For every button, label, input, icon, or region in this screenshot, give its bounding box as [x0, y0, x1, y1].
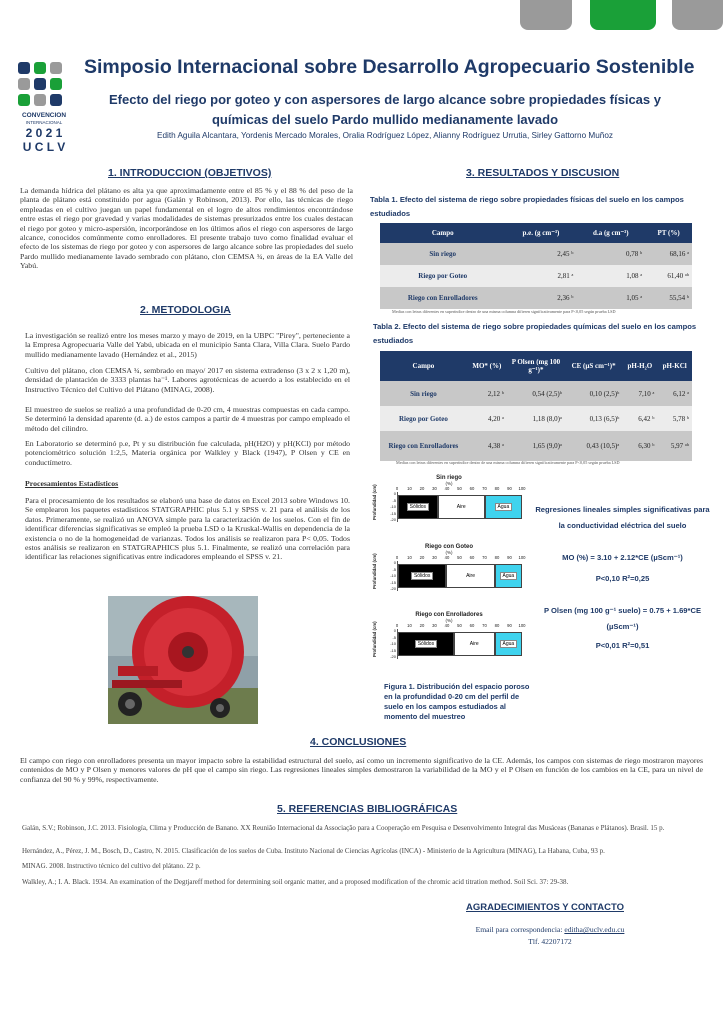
bar-solidos: [398, 495, 438, 519]
figure-panel: [370, 544, 528, 591]
method-heading: 2. METODOLOGIA: [140, 304, 231, 316]
x-tick-label: 30: [432, 623, 437, 628]
table1-header: p.e. (g cm⁻³): [505, 223, 576, 243]
x-tick-label: 80: [494, 623, 500, 628]
bar-label: Sólidos: [415, 640, 437, 648]
figure-caption: Figura 1. Distribución del espacio poroso en la profundidad 0-20 cm del perfil de suelo en los campos estudiados al momento del muestreo: [384, 682, 530, 721]
x-tick-label: 90: [507, 623, 512, 628]
y-tick-label: 0: [393, 560, 396, 565]
x-tick-label: 70: [482, 555, 487, 560]
table2: [380, 351, 692, 461]
pct-label: (%): [445, 618, 453, 623]
contact-phone: Tlf. 42207172: [528, 937, 572, 946]
reference-item: Hernández, A., Pérez, J. M., Bosch, D., Castro, N. 2015. Clasificación de los suelos de Cuba. Instituto Nacional de Ciencias Agrícolas (INCA) - Ministerio de la Agricultura (MINAG), La Habana, Cuba, 93 p.: [22, 847, 605, 855]
table-row: Riego con Enrolladores 2,36 ᵇ 1,05 ᵃ 55,54 ᵇ: [380, 287, 692, 309]
method-paragraph: La investigación se realizó entre los meses marzo y mayo de 2019, en la UBPC "Pirey", perteneciente a la Empresa Agropecuaria Valle del Yabú, ubicada en el municipio Santa Clara, Villa Clara. Suelo Pardo mullido medianamente lavado (Hernández et al., 2015): [25, 331, 350, 359]
bar-agua: [485, 495, 522, 519]
poster-authors: Edith Aguila Alcantara, Yordenis Mercado Morales, Oralia Rodríguez López, Alianny Rodríguez Urrutia, Sirley Gattorno Muñoz: [156, 131, 613, 140]
table2-caption: Tabla 2. Efecto del sistema de riego sobre propiedades químicas del suelo en los campos estudiados: [373, 322, 697, 345]
conclusions-text: El campo con riego con enrolladores presenta un mayor impacto sobre la estabilidad estructural del suelo, así como un incremento significativo de la CE. Además, los campos con sistemas de riego mostraron mayores contenidos de MO y P Olsen y menores valores de pH que el campo sin riego. Las regresiones lineales simples demostraron la variabilidad de la MO y el P Olsen en función de los cambios en la CE, para un nivel de confianza del 90 % y 99%, respectivamente.: [20, 756, 703, 784]
figure-panel: [370, 475, 528, 522]
y-axis-label: Profundidad (cm): [372, 484, 377, 520]
table-row: Sin riego 2,45 ᵇ 0,78 ᵇ 68,16 ᵃ: [380, 243, 692, 265]
x-tick-label: 10: [407, 555, 412, 560]
regression-title: Regresiones lineales simples significativas para la conductividad eléctrica del suelo: [535, 505, 710, 530]
email-link[interactable]: editha@uclv.edu.cu: [564, 925, 625, 934]
intro-heading: 1. INTRODUCCION (OBJETIVOS): [108, 167, 272, 179]
method-paragraph: Cultivo del plátano, clon CEMSA ¾, sembrado en mayo/ 2017 en sistema extradenso (3 x 2 x 1,20 m), densidad de plantación de 3333 plantas ha⁻¹. Labores agrotécnicas de acuerdo a los establecido en el Instructivo Técnico del Cultivo del Plátano (MINAG, 2008).: [25, 366, 350, 394]
conference-logo: CONVENCION INTERNACIONAL 2 0 2 1 U C L V: [18, 62, 70, 162]
poster-title: Simposio Internacional sobre Desarrollo Agropecuario Sostenible: [84, 56, 695, 78]
bar-agua: [495, 564, 522, 588]
method-paragraph: En Laboratorio se determinó p.e, Pt y su distribución fue calculada, pH(H2O) y pH(KCl) por método potenciométrico solución 1:2,5, Materia orgánica por Walkley y Black (1947), P Olsen y CE en conductímetro.: [25, 439, 350, 467]
y-tick-label: 0: [393, 491, 396, 496]
y-tick-label: -5: [392, 566, 396, 572]
x-tick-label: 10: [407, 486, 412, 491]
x-tick-label: 40: [444, 623, 450, 628]
pct-label: (%): [445, 550, 453, 555]
x-tick-label: 0: [395, 486, 399, 491]
table1-header: PT (%): [645, 223, 692, 243]
x-tick-label: 40: [444, 555, 450, 560]
reference-item: Galán, S.V.; Robinson, J.C. 2013. Fisiología, Clima y Producción de Banano. XX Reunião Internacional da Associação para a Cooperação em Pesquisa e Desenvolvimento Integral das Musáceas (Bananas e Plátanos). Brasil. 15 p.: [22, 824, 665, 832]
table2-header: Campo: [380, 351, 467, 381]
table1-header: Campo: [380, 223, 505, 243]
contact-email-line: Email para correspondencia: editha@uclv.edu.cu: [475, 925, 625, 934]
reference-item: Walkley, A.; I. A. Black. 1934. An examination of the Degtjareff method for determining soil organic matter, and a proposed modification of the chromic acid titration method. Soil Sci. 37: 29-38.: [22, 878, 569, 886]
table2-header: pH-KCl: [657, 351, 692, 381]
bar-aire: [438, 495, 485, 519]
regression-eq1-stats: P<0,10 R²=0,25: [595, 574, 650, 583]
bar-label: Agua: [495, 503, 513, 511]
table2-note: Medias con letras diferentes en superíndice dentro de una misma columna difieren significativamente para P<0,05 según prueba LSD: [396, 460, 620, 465]
x-tick-label: 30: [432, 486, 437, 491]
x-tick-label: 60: [469, 623, 475, 628]
x-tick-label: 60: [469, 486, 475, 491]
x-tick-label: 20: [419, 555, 425, 560]
x-tick-label: 50: [457, 486, 462, 491]
table2-header: pH-H₂O: [622, 351, 657, 381]
conclusions-heading: 4. CONCLUSIONES: [310, 736, 407, 748]
x-tick-label: 50: [457, 623, 462, 628]
y-tick-label: -15: [390, 510, 396, 516]
y-tick-label: -5: [392, 634, 396, 640]
x-tick-label: 90: [507, 486, 512, 491]
y-tick-label: -10: [390, 641, 396, 646]
panel-title: Riego con Goteo: [425, 544, 473, 550]
bar-label: Aire: [456, 504, 466, 510]
bar-label: Aire: [469, 641, 479, 647]
bar-solidos: [398, 632, 454, 656]
regression-eq1: MO (%) = 3.10 + 2.12*CE (µScm⁻¹): [562, 553, 683, 562]
pct-label: (%): [445, 481, 453, 486]
y-tick-label: -20: [390, 517, 396, 522]
x-tick-label: 0: [395, 623, 399, 628]
y-tick-label: -20: [390, 654, 396, 659]
reference-item: MINAG. 2008. Instructivo técnico del cultivo del plátano. 22 p.: [22, 862, 201, 870]
references-heading: 5. REFERENCIAS BIBLIOGRÁFICAS: [277, 803, 458, 815]
bar-agua: [495, 632, 522, 656]
y-axis-label: Profundidad (cm): [372, 553, 377, 589]
table1-caption: Tabla 1. Efecto del sistema de riego sobre propiedades físicas del suelo en los campos estudiados: [370, 195, 684, 218]
x-tick-label: 80: [494, 555, 500, 560]
stats-subheading: Procesamientos Estadísticos: [25, 479, 119, 488]
x-tick-label: 20: [419, 623, 425, 628]
y-axis-label: Profundidad (cm): [372, 621, 377, 657]
table2-header: MO* (%): [467, 351, 507, 381]
table-row: Riego por Goteo 4,20 ᵃ 1,18 (8,0)ᵃ 0,13 (6,5)ᵇ 6,42 ᵇ 5,78 ᵇ: [380, 406, 692, 431]
x-tick-label: 100: [518, 486, 526, 491]
x-tick-label: 80: [494, 486, 500, 491]
irrigation-reel-photo: [108, 596, 258, 724]
y-tick-label: -15: [390, 579, 396, 585]
results-heading: 3. RESULTADOS Y DISCUSION: [466, 167, 620, 179]
y-tick-label: -20: [390, 586, 396, 591]
table-row: Riego con Enrolladores 4,38 ᵃ 1,65 (9,0)ᵃ 0,43 (10,5)ᵃ 6,30 ᵇ 5,97 ᵃᵇ: [380, 431, 692, 461]
bar-solidos: [398, 564, 446, 588]
table-row: Riego por Goteo 2,81 ᵃ 1,08 ᵃ 61,40 ᵃᵇ: [380, 265, 692, 287]
table1: [380, 223, 692, 309]
x-tick-label: 20: [419, 486, 425, 491]
x-tick-label: 50: [457, 555, 462, 560]
table-row: Sin riego 2,12 ᵇ 0,54 (2,5)ᵇ 0,10 (2,5)ᵇ 7,10 ᵃ 6,12 ᵃ: [380, 381, 692, 406]
x-tick-label: 100: [518, 555, 526, 560]
bar-label: Sólidos: [411, 572, 433, 580]
bar-label: Agua: [500, 640, 518, 648]
intro-text: La demanda hídrica del plátano es alta ya que aproximadamente entre el 85 % y el 88 % del peso de la planta de plátano está constituido por agua (Galán y Robinson, 2013). Por ello, las técnicas de riego empleadas en el cultivo juegan un papel fundamental en el logro de altos rendimientos encontrándose entre estas el riego por gravedad y varias modalidades de sistemas presurizados entre los cuales destacan el riego por goteo y micro-aspersión, incorporándose en los últimos años el riego con aspersores de largo alcance, conocidos comúnmente como enrolladores. El presente trabajo tuvo como finalidad evaluar el efecto de los sistemas de riego por goteo y con aspersores de largo alcance sobre las propiedades del suelo Pardo mullido medianamente lavado sembrado con plátano, clon CEMSA ¾, en áreas de la EA Valle del Yabú.: [20, 186, 353, 271]
x-tick-label: 90: [507, 555, 512, 560]
regression-eq2-stats: P<0,01 R²=0,51: [595, 641, 650, 650]
figure-panel: [370, 612, 528, 659]
poster-subtitle: Efecto del riego por goteo y con aspersores de largo alcance sobre propiedades físicas y químicas del suelo Pardo mullido medianamente lavado: [109, 92, 661, 127]
x-tick-label: 0: [395, 555, 399, 560]
contact-heading: AGRADECIMIENTOS Y CONTACTO: [466, 902, 624, 913]
y-tick-label: 0: [393, 628, 396, 633]
y-tick-label: -15: [390, 647, 396, 653]
bar-aire: [454, 632, 495, 656]
x-tick-label: 70: [482, 623, 487, 628]
panel-title: Riego con Enrolladores: [415, 612, 483, 618]
x-tick-label: 40: [444, 486, 450, 491]
x-tick-label: 100: [518, 623, 526, 628]
x-tick-label: 30: [432, 555, 437, 560]
header-tab-grey: [672, 0, 723, 30]
stats-paragraph: Para el procesamiento de los resultados se elaboró una base de datos en Excel 2013 sobre Windows 10. Se emplearon los paquetes estadísticos STATGRAPHIC plus 5.1 y SPSS v. 21 para el análisis de los datos. Primeramente, se realizó un ANOVA simple para la caracterización de los suelos. Con el fin de identificar diferencias significativas se empleó la prueba LSD o la Kruskal-Wallis en dependencia de la existencia o no de la homogeneidad de varianzas. Todos los análisis se realizaron para P< 0,05. Todos estos análisis se realizaron en STATGRAPHICS plus 5.1. Finalmente, se realizó una correlación para identificar las relaciones significativas entre indicadores empleando el SPSS v. 21.: [25, 496, 350, 562]
x-tick-label: 10: [407, 623, 412, 628]
bar-label: Sólidos: [407, 503, 429, 511]
y-tick-label: -10: [390, 504, 396, 509]
bar-label: Aire: [466, 573, 475, 579]
header-tab-grey: [520, 0, 572, 30]
x-tick-label: 60: [469, 555, 475, 560]
bar-aire: [446, 564, 494, 588]
bar-label: Agua: [500, 572, 518, 580]
table2-header: CE (µS cm⁻¹)*: [565, 351, 622, 381]
method-paragraph: El muestreo de suelos se realizó a una profundidad de 0-20 cm, 4 muestras compuestas en cada campo. Se determinó la densidad aparente (d. a.) de estos campos a partir de 4 muestras por campo empleado el método del cilindro.: [25, 405, 350, 433]
x-tick-label: 70: [482, 486, 487, 491]
regression-eq2: P Olsen (mg 100 g⁻¹ suelo) = 0.75 + 1.69*CE (µScm⁻¹): [543, 606, 702, 631]
y-tick-label: -5: [392, 497, 396, 503]
header-tab-green: [590, 0, 656, 30]
panel-title: Sin riego: [436, 475, 462, 481]
y-tick-label: -10: [390, 573, 396, 578]
table2-header: P Olsen (mg 100 g⁻¹)*: [507, 351, 565, 381]
table1-header: d.a (g cm⁻³): [576, 223, 645, 243]
table1-note: Medias con letras diferentes en superíndice dentro de una misma columna difieren significativamente para P<0,05 según prueba LSD: [392, 309, 616, 314]
